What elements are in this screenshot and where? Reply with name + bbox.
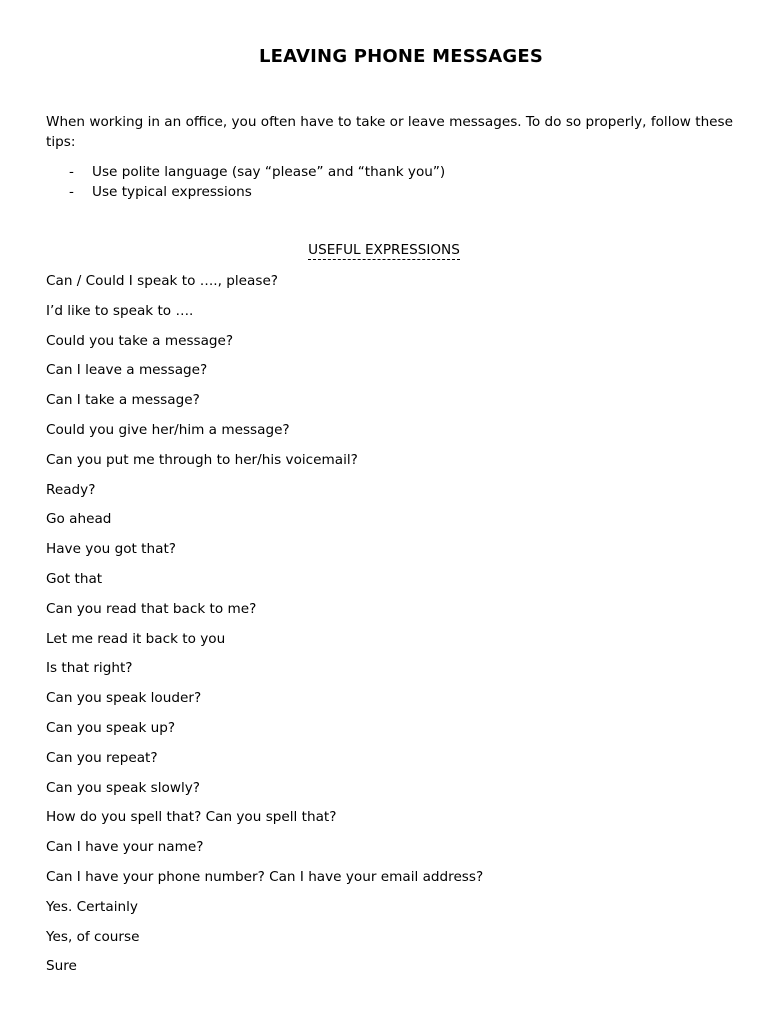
expression-item: I’d like to speak to …. — [46, 302, 194, 319]
expression-item: Go ahead — [46, 511, 112, 528]
expression-item: Can I leave a message? — [46, 362, 208, 379]
expression-item: Is that right? — [46, 660, 133, 677]
expression-item: Sure — [46, 958, 77, 975]
section-heading-text: USEFUL EXPRESSIONS — [308, 242, 460, 258]
expression-item: How do you spell that? Can you spell that? — [46, 809, 337, 826]
expressions-list — [46, 271, 483, 986]
expression-item: Could you take a message? — [46, 332, 234, 349]
expression-item: Can you speak up? — [46, 719, 176, 736]
expression-item: Yes, of course — [46, 928, 140, 945]
expression-item: Can / Could I speak to …., please? — [46, 273, 279, 289]
tips-list — [46, 162, 445, 202]
expression-item: Can you speak louder? — [46, 690, 202, 707]
tip-dash: - — [69, 184, 74, 200]
expression-item: Can I have your name? — [46, 839, 204, 856]
expression-item: Can you speak slowly? — [46, 779, 200, 796]
tip-text: Use typical expressions — [92, 184, 252, 200]
expression-item: Can you put me through to her/his voicemail? — [46, 451, 358, 468]
expression-item: Got that — [46, 570, 103, 587]
expression-item: Can I take a message? — [46, 392, 200, 409]
expression-item: Yes. Certainly — [46, 898, 138, 915]
section-heading — [0, 242, 768, 258]
intro-paragraph: When working in an office, you often have to take or leave messages. To do so properly, follow these tips: — [46, 114, 733, 150]
tip-dash: - — [69, 164, 74, 180]
page-title: LEAVING PHONE MESSAGES — [258, 46, 544, 67]
expression-item: Can I have your phone number? Can I have your email address? — [46, 868, 484, 885]
expression-item: Can you repeat? — [46, 749, 158, 766]
expression-item: Have you got that? — [46, 541, 176, 558]
tip-item — [46, 162, 445, 182]
expression-item: Could you give her/him a message? — [46, 421, 290, 438]
expression-item: Let me read it back to you — [46, 630, 226, 647]
expression-item: Ready? — [46, 481, 96, 498]
tip-item — [46, 182, 445, 202]
tip-text: Use polite language (say “please” and “thank you”) — [92, 164, 446, 180]
expression-item: Can you read that back to me? — [46, 600, 257, 617]
